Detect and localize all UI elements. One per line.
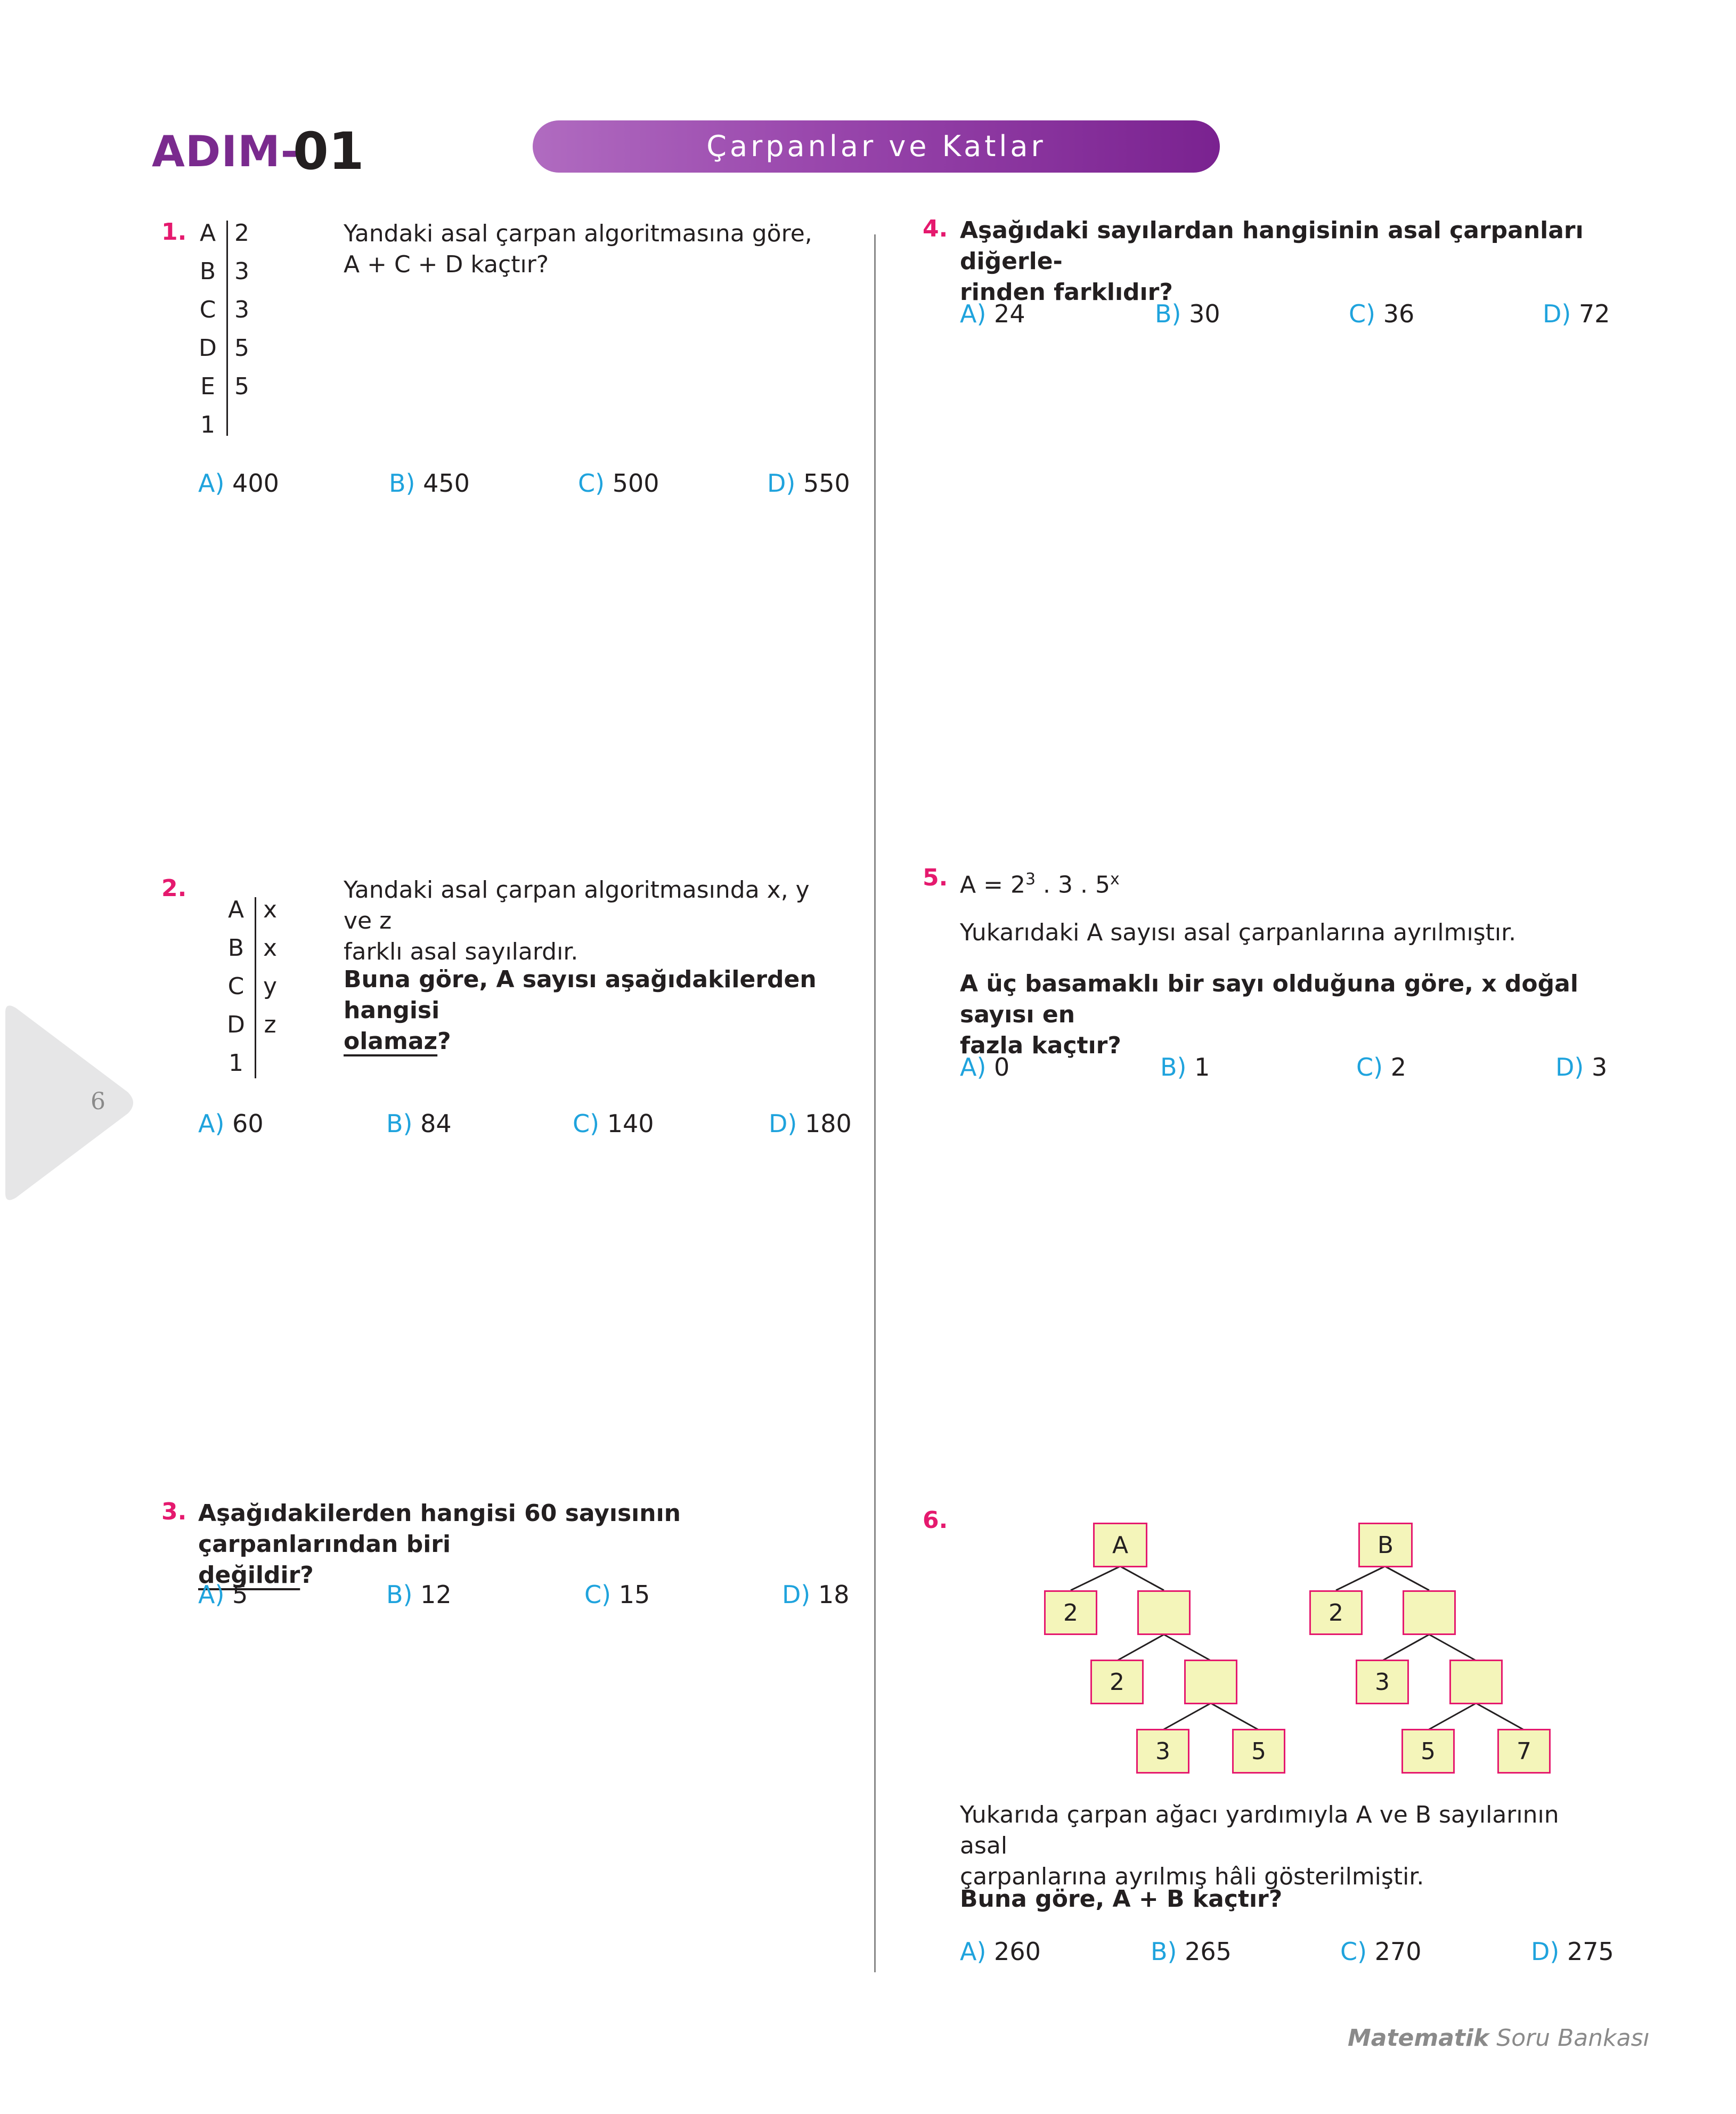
factor-left: E (200, 373, 215, 400)
option-value: 180 (805, 1109, 852, 1138)
question-text-line: A üç basamaklı bir sayı olduğuna göre, x doğal sayısı en (960, 970, 1578, 1028)
option-value: 500 (612, 469, 659, 498)
step-label: ADIM- (152, 127, 299, 176)
factor-left: C (227, 973, 244, 1000)
tree-node: 5 (1232, 1729, 1285, 1774)
option-letter: D) (1555, 1053, 1584, 1082)
tree-node: 2 (1090, 1660, 1144, 1704)
option-a[interactable] (960, 1937, 1041, 1966)
option-value: 275 (1567, 1937, 1614, 1966)
option-value: 450 (423, 469, 470, 498)
option-letter: B) (386, 1109, 413, 1138)
emphasis-word: değildir (198, 1562, 300, 1589)
question-text-line: Yukarıda çarpan ağacı yardımıyla A ve B sayılarının asal (960, 1801, 1559, 1859)
option-letter: D) (1531, 1937, 1560, 1966)
question-text-line: farklı asal sayılardır. (344, 938, 578, 965)
formula-exponent: 3 (1025, 870, 1036, 889)
factor-right: x (263, 934, 278, 962)
question-mark: ? (437, 1028, 451, 1055)
option-value: 12 (420, 1580, 452, 1609)
option-value: 15 (618, 1580, 650, 1609)
option-letter: C) (1340, 1937, 1367, 1966)
tree-empty-node (1403, 1590, 1456, 1635)
question-mark: ? (300, 1562, 314, 1589)
question-number: 1. (161, 218, 187, 246)
option-value: 2 (1390, 1053, 1406, 1082)
option-value: 270 (1374, 1937, 1422, 1966)
option-letter: A) (198, 469, 225, 498)
emphasis-word: olamaz (344, 1028, 438, 1055)
option-letter: A) (198, 1580, 225, 1609)
question-text-line: Aşağıdakilerden hangisi 60 sayısının çarpanlarından biri (198, 1500, 681, 1558)
option-letter: B) (1155, 299, 1181, 328)
factor-left: A (199, 219, 216, 247)
option-value: 140 (607, 1109, 654, 1138)
option-letter: D) (782, 1580, 811, 1609)
question-text-line: Yandaki asal çarpan algoritmasına göre, (344, 220, 812, 247)
factor-left: B (227, 934, 244, 962)
factor-right: x (263, 896, 278, 923)
option-letter: C) (573, 1109, 600, 1138)
formula-part: A = 2 (960, 871, 1025, 899)
tree-node: 2 (1044, 1590, 1097, 1635)
option-letter: B) (1160, 1053, 1187, 1082)
option-value: 18 (818, 1580, 850, 1609)
factor-right: 5 (234, 373, 249, 400)
option-letter: C) (584, 1580, 612, 1609)
page-number: 6 (91, 1088, 105, 1115)
factor-right: 5 (234, 335, 249, 362)
question-text-line: fazla kaçtır? (960, 1032, 1121, 1059)
question-number: 4. (923, 215, 948, 242)
question-text-line: çarpanlarına ayrılmış hâli gösterilmiştir. (960, 1863, 1424, 1890)
footer-book-title (1348, 2024, 1650, 2052)
question-number: 2. (161, 875, 187, 902)
tree-node: 2 (1309, 1590, 1363, 1635)
option-value: 0 (994, 1053, 1010, 1082)
option-value: 24 (994, 299, 1025, 328)
option-value: 30 (1189, 299, 1220, 328)
option-letter: C) (1356, 1053, 1383, 1082)
question-text-line: Yandaki asal çarpan algoritmasında x, y ve z (344, 876, 810, 934)
tree-node: 5 (1401, 1729, 1455, 1774)
factor-left: D (199, 335, 217, 362)
option-letter: B) (389, 469, 415, 498)
formula-exponent: x (1110, 870, 1120, 889)
question-number: 6. (923, 1507, 948, 1534)
option-value: 1 (1194, 1053, 1210, 1082)
footer-rest: Soru Bankası (1496, 2024, 1650, 2052)
tree-empty-node (1137, 1590, 1191, 1635)
option-b[interactable] (1151, 1937, 1232, 1966)
option-value: 400 (232, 469, 279, 498)
option-value: 72 (1579, 299, 1610, 328)
option-letter: B) (1151, 1937, 1177, 1966)
tree-empty-node (1184, 1660, 1237, 1704)
question-number: 3. (161, 1498, 187, 1525)
tree-empty-node (1449, 1660, 1503, 1704)
option-letter: A) (960, 1937, 987, 1966)
option-c[interactable] (1340, 1937, 1422, 1966)
option-letter: B) (386, 1580, 413, 1609)
option-letter: C) (1349, 299, 1376, 328)
option-d[interactable] (1531, 1937, 1614, 1966)
factor-right: z (264, 1011, 276, 1038)
option-letter: A) (198, 1109, 225, 1138)
option-letter: C) (578, 469, 605, 498)
question-text-line: A + C + D kaçtır? (344, 251, 549, 278)
factor-left: 1 (229, 1050, 243, 1077)
question-text-line: rinden farklıdır? (960, 279, 1173, 306)
factor-right: y (263, 973, 278, 1000)
option-letter: A) (960, 1053, 987, 1082)
factor-right: 2 (234, 219, 249, 247)
tree-node: 7 (1497, 1729, 1551, 1774)
question-number: 5. (923, 864, 948, 891)
footer-subject: Matematik (1348, 2024, 1489, 2052)
question-text-line: Buna göre, A sayısı aşağıdakilerden hangisi (344, 966, 817, 1024)
option-value: 550 (803, 469, 850, 498)
option-value: 260 (994, 1937, 1041, 1966)
option-value: 265 (1185, 1937, 1232, 1966)
question-text-line: Aşağıdaki sayılardan hangisinin asal çarpanları diğerle- (960, 217, 1584, 275)
option-value: 5 (232, 1580, 248, 1609)
option-letter: D) (767, 469, 796, 498)
option-letter: A) (960, 299, 987, 328)
question-prompt: Buna göre, A + B kaçtır? (960, 1885, 1283, 1913)
tree-root: A (1093, 1523, 1147, 1567)
option-value: 60 (232, 1109, 264, 1138)
option-letter: D) (769, 1109, 797, 1138)
step-number: 01 (293, 121, 364, 181)
option-value: 36 (1383, 299, 1415, 328)
option-value: 84 (420, 1109, 452, 1138)
tree-node: 3 (1356, 1660, 1409, 1704)
factor-left: A (227, 896, 244, 923)
factor-left: B (199, 258, 216, 285)
factor-right: 3 (234, 296, 249, 323)
option-letter: D) (1543, 299, 1571, 328)
formula-part: . 3 . 5 (1036, 871, 1110, 899)
factor-right: 3 (234, 258, 249, 285)
factor-left: C (199, 296, 216, 323)
factor-left: D (227, 1011, 245, 1038)
question-text: Yukarıdaki A sayısı asal çarpanlarına ayrılmıştır. (960, 919, 1517, 946)
factor-left: 1 (200, 411, 215, 438)
topic-banner: Çarpanlar ve Katlar (533, 120, 1220, 173)
tree-node: 3 (1136, 1729, 1189, 1774)
tree-root: B (1358, 1523, 1413, 1567)
question-text (960, 1800, 1610, 1892)
option-value: 3 (1592, 1053, 1608, 1082)
